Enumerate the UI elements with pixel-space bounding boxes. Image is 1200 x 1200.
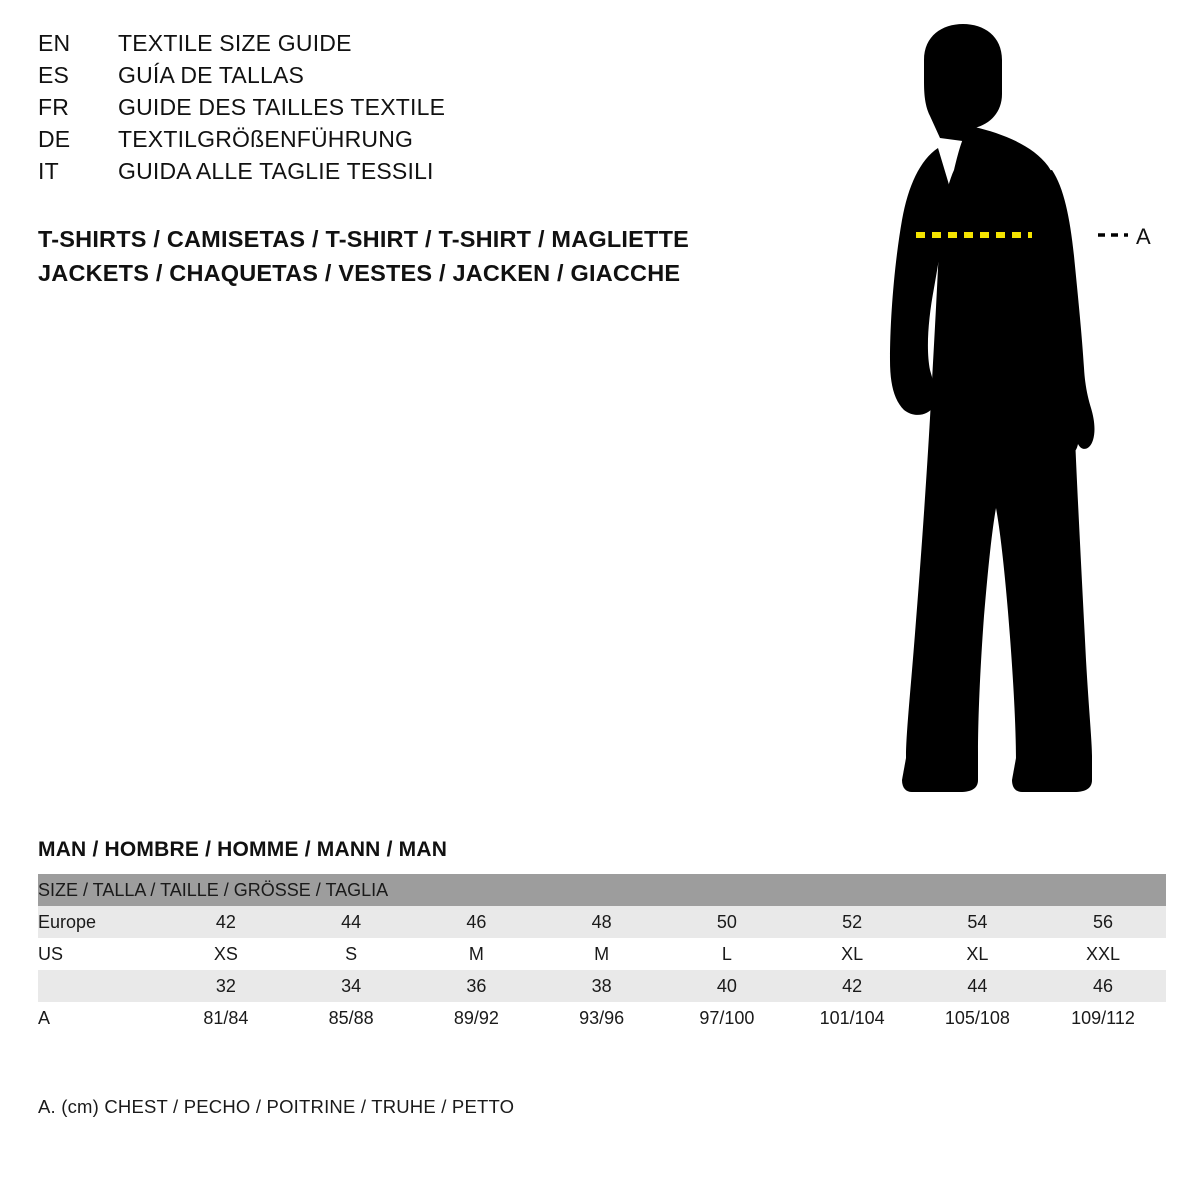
cell-a-4: 93/96 (539, 1002, 664, 1034)
cell-europe-4: 48 (539, 906, 664, 938)
cell-us-8: XXL (1040, 938, 1166, 970)
cell-a-1: 81/84 (163, 1002, 288, 1034)
row-label-a: A (38, 1002, 163, 1034)
row-label-europe: Europe (38, 906, 163, 938)
cell-num-2: 34 (289, 970, 414, 1002)
cell-num-6: 42 (790, 970, 915, 1002)
category-block (38, 222, 798, 290)
table-header-label: SIZE / TALLA / TAILLE / GRÖSSE / TAGLIA (38, 874, 1166, 906)
row-label-numeric (38, 970, 163, 1002)
category-tshirts: T-SHIRTS / CAMISETAS / T-SHIRT / T-SHIRT / MAGLIETTE (38, 226, 689, 252)
size-table (38, 874, 1166, 1034)
size-table-section (38, 838, 1166, 1034)
cell-a-5: 97/100 (664, 1002, 789, 1034)
language-code: IT (38, 158, 59, 184)
table-row (38, 1002, 1166, 1034)
cell-europe-3: 46 (414, 906, 539, 938)
cell-num-4: 38 (539, 970, 664, 1002)
cell-num-3: 36 (414, 970, 539, 1002)
language-header-block (38, 30, 738, 190)
cell-a-8: 109/112 (1040, 1002, 1166, 1034)
cell-europe-5: 50 (664, 906, 789, 938)
language-row (38, 62, 738, 94)
language-row (38, 30, 738, 62)
table-header-row (38, 874, 1166, 906)
footnote-chest: A. (cm) CHEST / PECHO / POITRINE / TRUHE / PETTO (38, 1096, 515, 1117)
cell-num-1: 32 (163, 970, 288, 1002)
row-label-us: US (38, 938, 163, 970)
cell-num-7: 44 (915, 970, 1040, 1002)
cell-us-6: XL (790, 938, 915, 970)
right-foot-shape (1012, 758, 1092, 792)
cell-us-1: XS (163, 938, 288, 970)
cell-a-3: 89/92 (414, 1002, 539, 1034)
cell-a-2: 85/88 (289, 1002, 414, 1034)
table-row (38, 906, 1166, 938)
cell-a-6: 101/104 (790, 1002, 915, 1034)
cell-us-7: XL (915, 938, 1040, 970)
language-code: EN (38, 30, 71, 56)
language-code: FR (38, 94, 70, 120)
cell-us-3: M (414, 938, 539, 970)
head-shape (924, 24, 1002, 142)
category-jackets: JACKETS / CHAQUETAS / VESTES / JACKEN / GIACCHE (38, 260, 681, 286)
table-title-man: MAN / HOMBRE / HOMME / MANN / MAN (38, 838, 448, 861)
cell-europe-8: 56 (1040, 906, 1166, 938)
cell-europe-6: 52 (790, 906, 915, 938)
cell-europe-7: 54 (915, 906, 1040, 938)
cell-num-5: 40 (664, 970, 789, 1002)
language-title: GUIDE DES TAILLES TEXTILE (118, 94, 446, 120)
cell-europe-1: 42 (163, 906, 288, 938)
language-row (38, 126, 738, 158)
cell-us-5: L (664, 938, 789, 970)
cell-europe-2: 44 (289, 906, 414, 938)
table-row (38, 938, 1166, 970)
cell-us-2: S (289, 938, 414, 970)
measure-label-a: A (1136, 224, 1151, 249)
table-row (38, 970, 1166, 1002)
cell-a-7: 105/108 (915, 1002, 1040, 1034)
body-silhouette-figure (820, 20, 1180, 810)
language-row (38, 158, 738, 190)
cell-us-4: M (539, 938, 664, 970)
language-code: DE (38, 126, 71, 152)
left-foot-shape (902, 758, 978, 792)
silhouette-svg (820, 20, 1180, 810)
cell-num-8: 46 (1040, 970, 1166, 1002)
language-title: GUÍA DE TALLAS (118, 62, 305, 88)
language-row (38, 94, 738, 126)
language-title: TEXTILE SIZE GUIDE (118, 30, 352, 56)
language-code: ES (38, 62, 70, 88)
language-title: GUIDA ALLE TAGLIE TESSILI (118, 158, 434, 184)
language-title: TEXTILGRÖßENFÜHRUNG (118, 126, 414, 152)
